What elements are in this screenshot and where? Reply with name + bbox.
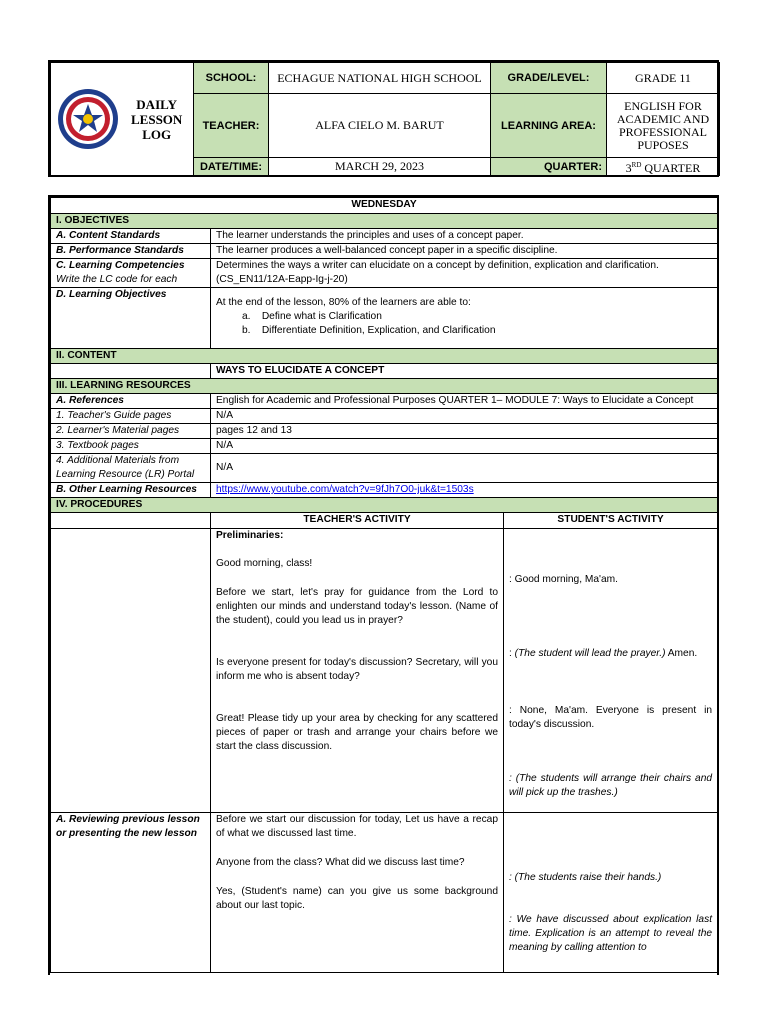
learning-area-value: ENGLISH FOR ACADEMIC AND PROFESSIONAL PUPOSES	[607, 94, 720, 158]
resources-heading: III. LEARNING RESOURCES	[51, 379, 718, 394]
grade-value: GRADE 11	[607, 63, 720, 94]
content-heading: II. CONTENT	[51, 349, 718, 364]
preliminaries-student: : Good morning, Ma'am. : (The student will lead the prayer.) Amen. : None, Ma'am. Everyone is present in today's discussion. : (The students will arrange their chairs and will pick up the trashes.)	[504, 529, 718, 813]
content-standards-label: A. Content Standards	[51, 229, 211, 244]
day-heading: WEDNESDAY	[51, 198, 718, 214]
performance-standards-value: The learner produces a well-balanced concept paper in a specific discipline.	[211, 244, 718, 259]
reviewing-teacher: Before we start our discussion for today, Let us have a recap of what we discussed last time. Anyone from the class? What did we discuss last time? Yes, (Student's name) can you give us some background about our last topic.	[211, 813, 504, 973]
reviewing-lesson-label: A. Reviewing previous lesson or presenting the new lesson	[51, 813, 211, 973]
textbook-value: N/A	[211, 439, 718, 454]
date-label: DATE/TIME:	[194, 158, 269, 176]
additional-materials-label: 4. Additional Materials from Learning Resource (LR) Portal	[51, 454, 211, 483]
learners-material-label: 2. Learner's Material pages	[51, 424, 211, 439]
teacher-value: ALFA CIELO M. BARUT	[269, 94, 491, 158]
learning-competencies-value: Determines the ways a writer can elucidate on a concept by definition, explication and clarification. (CS_EN11/12A-Eapp-Ig-j-20)	[211, 259, 718, 288]
quarter-value: 3RD QUARTER	[607, 158, 720, 176]
procedures-heading: IV. PROCEDURES	[51, 498, 718, 513]
date-value: MARCH 29, 2023	[269, 158, 491, 176]
header-table	[48, 60, 719, 177]
references-value: English for Academic and Professional Purposes QUARTER 1– MODULE 7: Ways to Elucidate a Concept	[211, 394, 718, 409]
reviewing-student: : (The students raise their hands.) : We have discussed about explication last time. Explication is an attempt to reveal the meaning by calling attention to	[504, 813, 718, 973]
references-label: A. References	[51, 394, 211, 409]
content-topic: WAYS TO ELUCIDATE A CONCEPT	[211, 364, 718, 379]
teachers-guide-value: N/A	[211, 409, 718, 424]
grade-label: GRADE/LEVEL:	[491, 63, 607, 94]
school-value: ECHAGUE NATIONAL HIGH SCHOOL	[269, 63, 491, 94]
learners-material-value: pages 12 and 13	[211, 424, 718, 439]
learning-area-label: LEARNING AREA:	[491, 94, 607, 158]
preliminaries-teacher: Preliminaries: Good morning, class! Before we start, let's pray for guidance from the Lord to enlighten our minds and understand today's lesson. (Name of the student), could you lead us in prayer? Is everyone present for today's discussion? Secretary, will you inform me who is absent today? Great! Please tidy up your area by checking for any scattered pieces of paper or trash and arrange your chairs before we start the class discussion.	[211, 529, 504, 813]
school-label: SCHOOL:	[194, 63, 269, 94]
logo-cell	[51, 63, 194, 176]
teacher-activity-header: TEACHER'S ACTIVITY	[211, 513, 504, 529]
other-resources-value	[211, 483, 718, 498]
youtube-link[interactable]: https://www.youtube.com/watch?v=9fJh7O0-juk&t=1503s	[216, 484, 474, 495]
teachers-guide-label: 1. Teacher's Guide pages	[51, 409, 211, 424]
learning-competencies-label: C. Learning Competencies Write the LC code for each	[51, 259, 211, 288]
deped-seal-icon	[57, 88, 119, 150]
learning-objectives-label: D. Learning Objectives	[51, 288, 211, 349]
content-standards-value: The learner understands the principles and uses of a concept paper.	[211, 229, 718, 244]
teacher-label: TEACHER:	[194, 94, 269, 158]
daily-lesson-log-title: DAILY LESSON LOG	[131, 96, 183, 142]
learning-objectives-value: At the end of the lesson, 80% of the learners are able to: a. Define what is Clarification b. Differentiate Definition, Explication, and Clarification	[211, 288, 718, 349]
objectives-heading: I. OBJECTIVES	[51, 214, 718, 229]
performance-standards-label: B. Performance Standards	[51, 244, 211, 259]
textbook-label: 3. Textbook pages	[51, 439, 211, 454]
other-resources-label: B. Other Learning Resources	[51, 483, 211, 498]
quarter-label: QUARTER:	[491, 158, 607, 176]
additional-materials-value: N/A	[211, 454, 718, 483]
student-activity-header: STUDENT'S ACTIVITY	[504, 513, 718, 529]
lesson-plan-table	[48, 195, 719, 975]
